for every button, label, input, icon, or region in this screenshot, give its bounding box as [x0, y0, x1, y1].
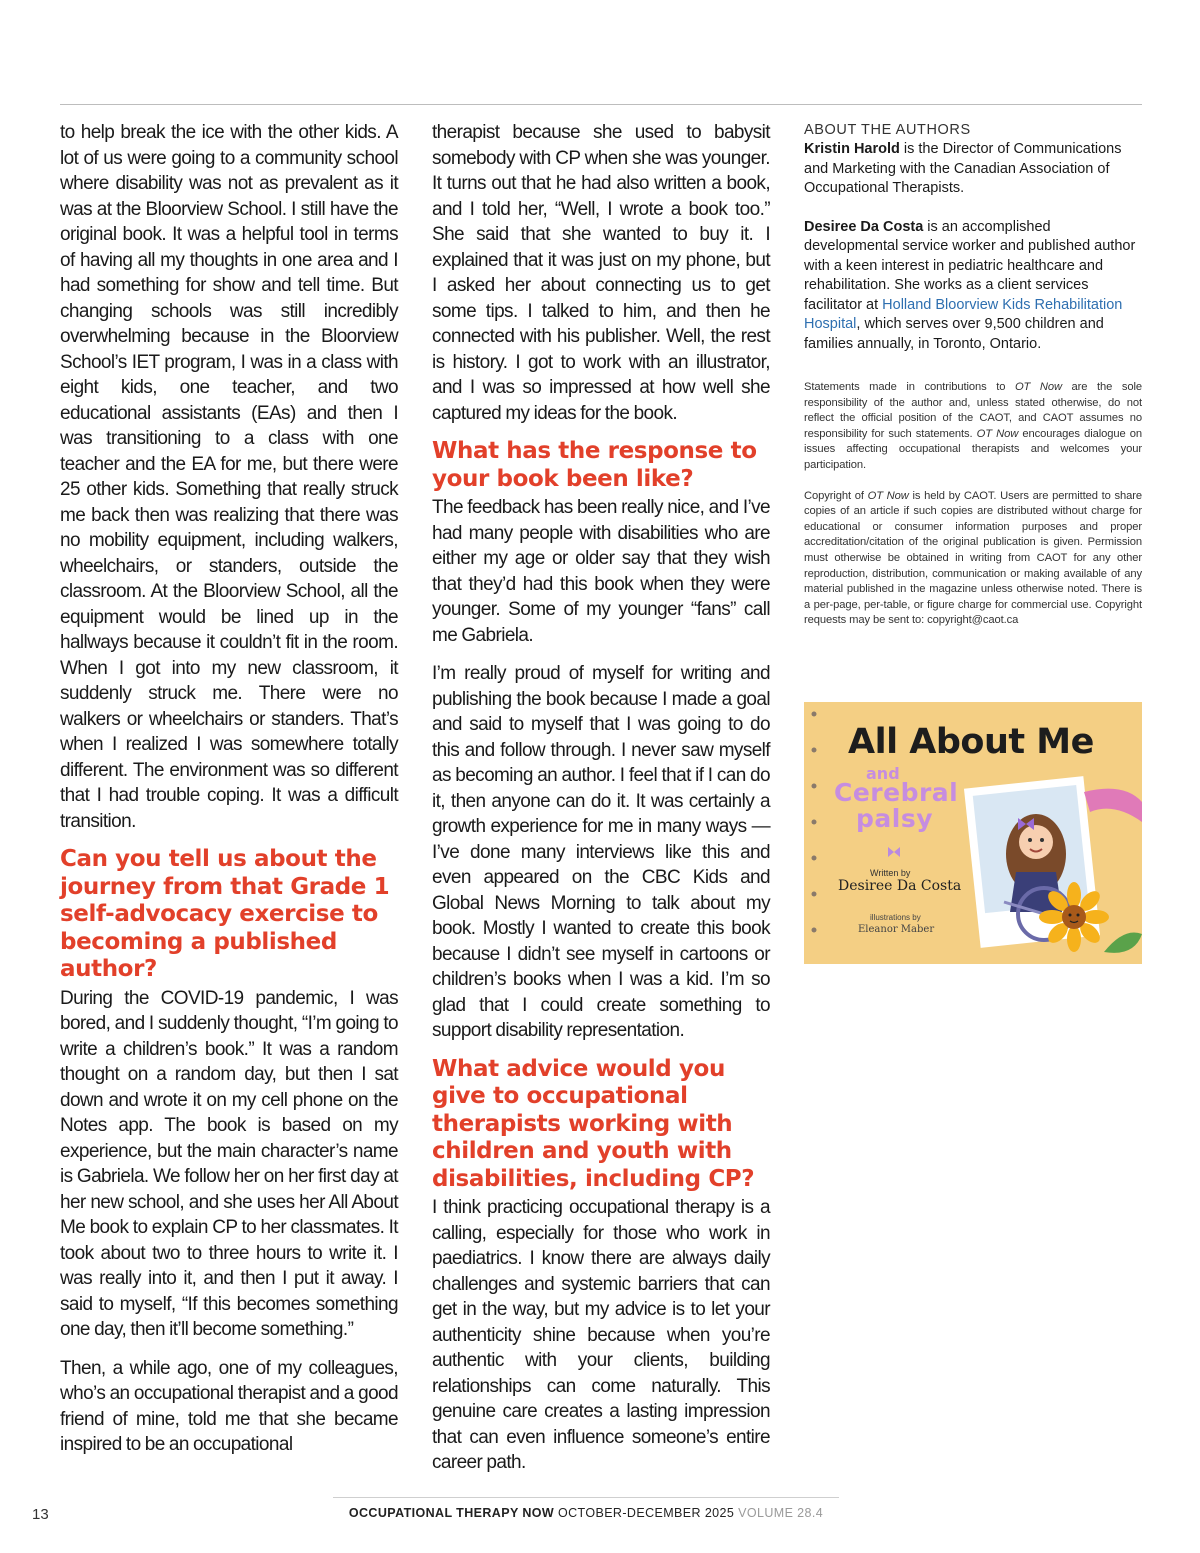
written-by-label: Written by [870, 868, 911, 878]
about-authors-sidebar [804, 120, 1142, 629]
running-footer [333, 1506, 839, 1520]
top-rule [60, 104, 1142, 105]
article-column-2 [432, 120, 770, 1476]
article-column-1 [60, 120, 398, 1458]
disclaimer: Statements made in contributions to OT Now are the sole responsibility of the author and, unless stated otherwise, do not reflect the official position of the CAOT, and CAOT assumes no responsibility for such statements. OT Now encourages dialogue on issues affecting occupational therapists and welcomes your participation. [804, 381, 1142, 471]
paragraph: to help break the ice with the other kids. A lot of us were going to a community school where disability was not as prevalent as it was at the Bloorview School. I still have the original book. It was a helpful tool in terms of having all my thoughts in one area and I had something for show and tell time. But changing schools was still incredibly overwhelming because in the Bloorview School’s IET program, I was in a class with eight kids, one teacher, and two educational assistants (EAs) and then I was transitioning to a class with one teacher and the EA for me, but there were 25 other kids. Something that really struck me back then was realizing that there was no mobility equipment, including walkers, wheelchairs, or standers, outside the classroom. At the Bloorview School, all the equipment would be lined up in the hallways because it couldn’t fit in the room. When I got into my new classroom, it suddenly struck me. There were no walkers or wheelchairs or standers. That’s when I realized I was somewhere totally different. The environment was so different that I had trouble coping. It was a difficult transition. [60, 122, 398, 832]
book-cover-image [804, 702, 1142, 964]
author-bio: Desiree Da Costa is an accomplished developmental service worker and published author with a keen interest in pediatric healthcare and rehabilitation. She works as a client services facilitator at Holland Bloorview Kids Rehabilitation Hospital, which serves over 9,500 children and families annually, in Toronto, Ontario. [804, 218, 1136, 352]
section-heading: What has the response to your book been like? [432, 438, 757, 492]
illustrations-by-label: illustrations by [870, 913, 921, 922]
book-subtitle-and: and [866, 764, 900, 783]
author-name: Kristin Harold [804, 141, 900, 157]
book-title: All About Me [848, 722, 1094, 762]
copyright-notice: Copyright of OT Now is held by CAOT. Users are permitted to share copies of an article if such copies are distributed without charge for educational or consumer information purposes and proper accreditation/citation of the original publication is given. Permission must otherwise be obtained in writing from CAOT for any other reproduction, distribution, communication or making available of any material published in the magazine unless otherwise noted. There is a per-page, per-table, or figure charge for commercial use. Copyright requests may be sent to: copyright@caot.ca [804, 489, 1142, 627]
page-number: 13 [32, 1506, 49, 1523]
paragraph: Then, a while ago, one of my colleagues, who’s an occupational therapist and a good friend of mine, told me that she became inspired to be an occupational [60, 1357, 398, 1455]
author-bio: Kristin Harold is the Director of Communications and Marketing with the Canadian Association of Occupational Therapists. [804, 141, 1122, 196]
section-heading: Can you tell us about the journey from that Grade 1 self-advocacy exercise to becoming a published author? [60, 846, 390, 982]
about-authors-heading: ABOUT THE AUTHORS [804, 122, 971, 138]
section-heading: What advice would you give to occupational therapists working with children and youth with disabilities, including CP? [432, 1055, 755, 1192]
book-author: Desiree Da Costa [838, 878, 962, 894]
paragraph: therapist because she used to babysit somebody with CP when she was younger. It turns out that he had also written a book, and I told her, “Well, I wrote a book too.” She said that she wanted to buy it. I explained that it was just on my phone, but I asked her about connecting us to get some tips. I talked to him, and then he connected with his publisher. Well, the rest is history. I got to work with an illustrator, and I was so impressed at how well she captured my ideas for the book. [432, 122, 770, 424]
hospital-link[interactable]: Holland Bloorview Kids Rehabilitation Hospital [804, 296, 1123, 332]
book-subtitle: palsy [856, 804, 934, 833]
author-name: Desiree Da Costa [804, 218, 924, 235]
issue-date: OCTOBER-DECEMBER 2025 [557, 1506, 735, 1520]
magazine-name: OCCUPATIONAL THERAPY NOW [348, 1506, 555, 1520]
book-subtitle: Cerebral [834, 778, 959, 807]
paragraph: I’m really proud of myself for writing and publishing the book because I made a goal and said to myself that I was going to do this and follow through. I never saw myself as becoming an author. I feel that if I can do it, then anyone can do it. It was certainly a growth experience for me in many ways — I’ve done many interviews like this and even appeared on the CBC Kids and Global News Morning to talk about my book. Mostly I wanted to create this book because I didn’t see myself in cartoons or children’s books when I was a kid. I’m so glad that I could create something to support disability representation. [432, 663, 770, 1041]
book-illustrator: Eleanor Maber [858, 924, 935, 935]
paragraph: I think practicing occupational therapy is a calling, especially for those who work in paediatrics. I know there are always daily challenges and systemic barriers that can get in the way, but my advice is to let your authenticity shine because when you’re authentic with your clients, building relationships can come naturally. This genuine care creates a lasting impression that can even influence someone’s entire career path. [432, 1197, 770, 1473]
paragraph: The feedback has been really nice, and I’ve had many people with disabilities who are either my age or older say that they wish that they’d had this book when they were younger. Some of my younger “fans” call me Gabriela. [432, 497, 770, 646]
footer-rule [333, 1497, 839, 1498]
paragraph: During the COVID-19 pandemic, I was bored, and I suddenly thought, “I’m going to write a children’s book.” It was a random thought on a random day, but then I sat down and wrote it on my cell phone on the Notes app. The book is based on my experience, but the main character’s name is Gabriela. We follow her on her first day at her new school, and she uses her All About Me book to explain CP to her classmates. It took about two to three hours to write it. I was really into it, and then I put it away. I said to myself, “If this becomes something one day, then it’ll become something.” [60, 987, 398, 1340]
volume: VOLUME 28.4 [738, 1506, 824, 1520]
